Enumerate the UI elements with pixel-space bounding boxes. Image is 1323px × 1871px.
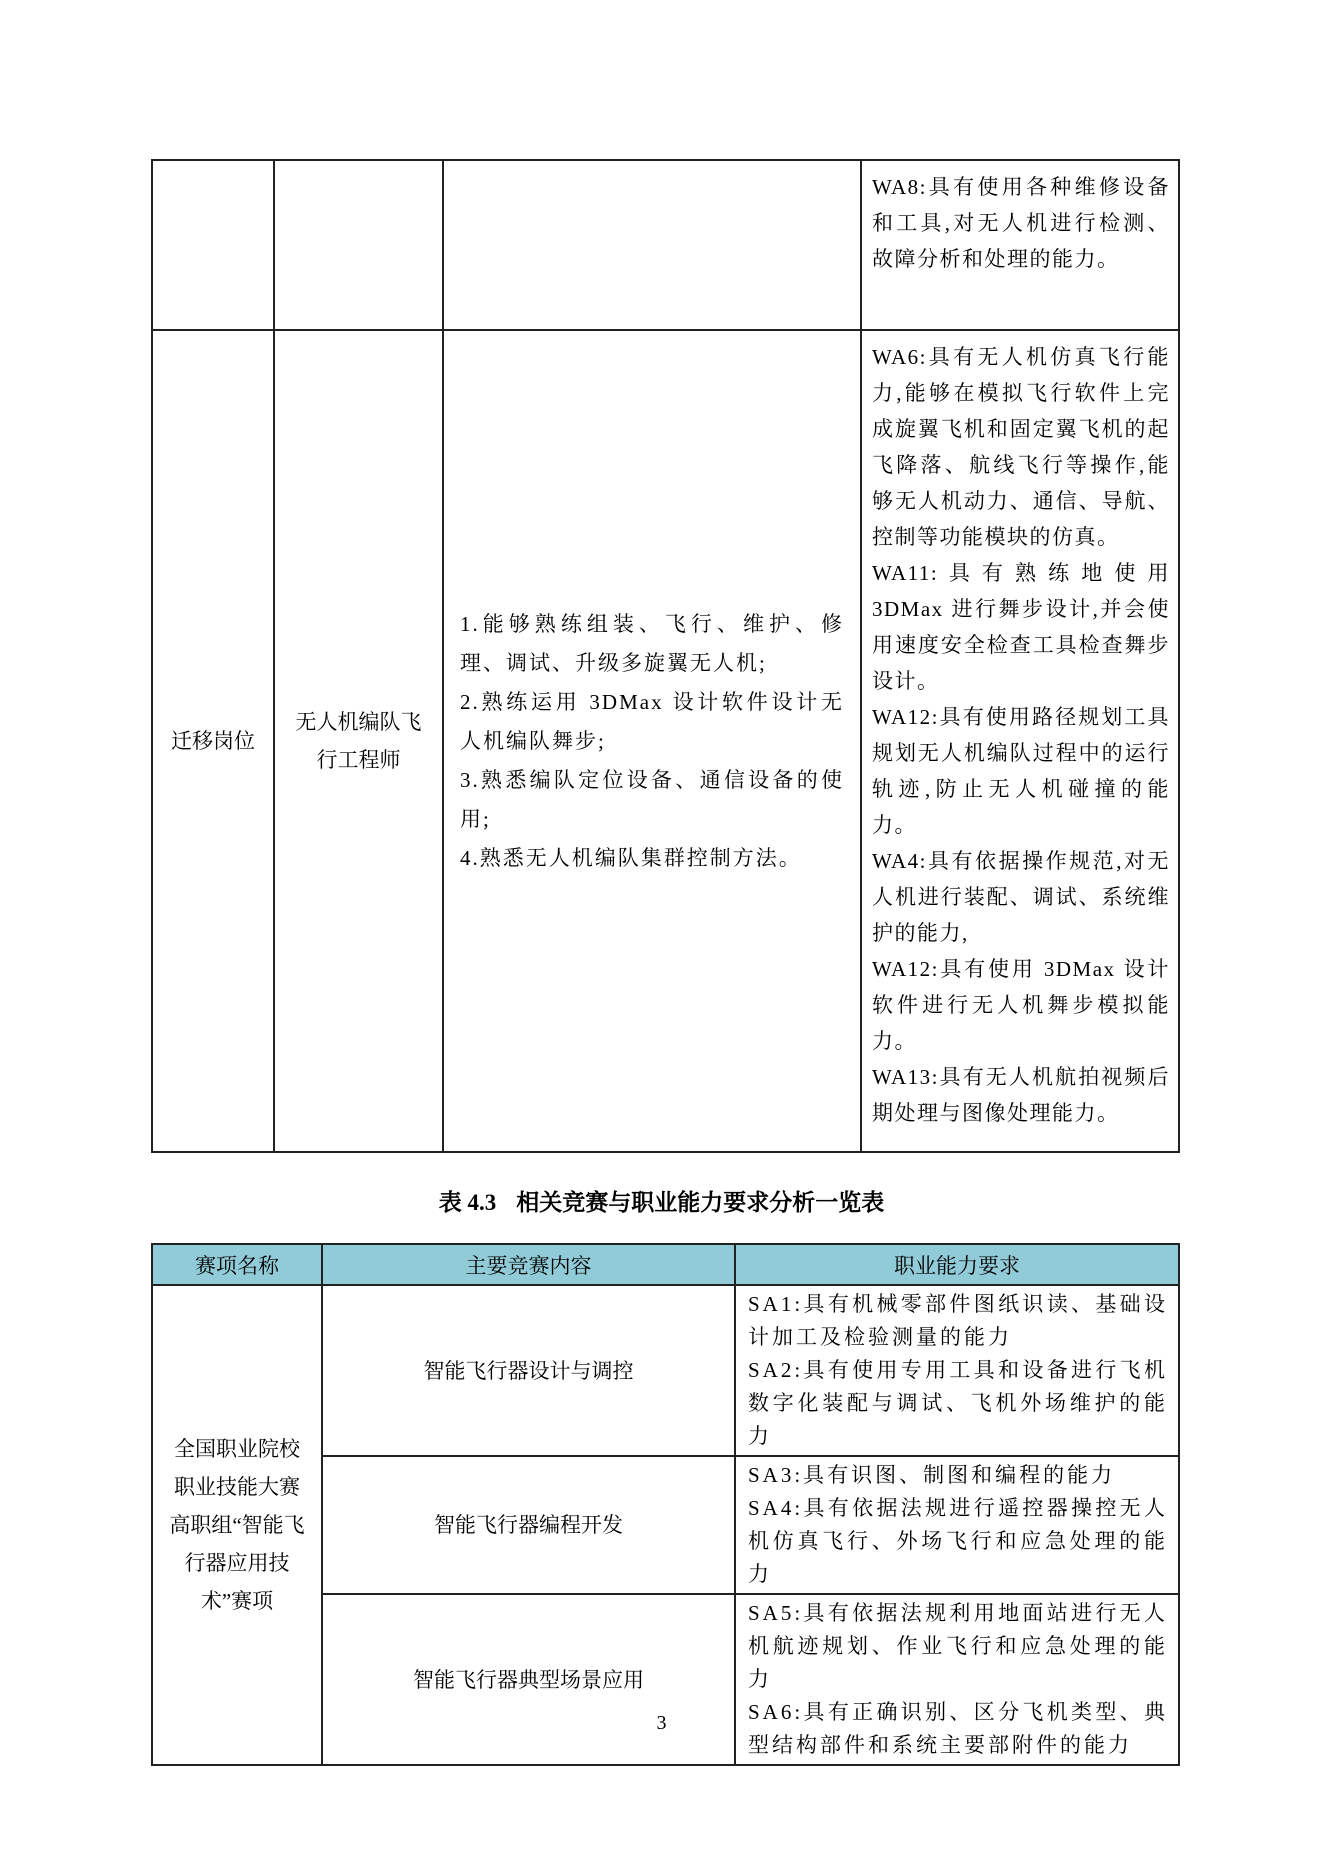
ability-item: WA12:具有使用路径规划工具规划无人机编队过程中的运行轨迹,防止无人机碰撞的能力。	[872, 705, 1170, 837]
ability-item: SA3:具有识图、制图和编程的能力	[748, 1463, 1116, 1487]
ability-item: SA4:具有依据法规进行遥控器操控无人机仿真飞行、外场飞行和应急处理的能力	[748, 1496, 1168, 1586]
cell-requirements-empty	[443, 160, 861, 330]
cell-post-empty	[152, 160, 274, 330]
ability-item: SA2:具有使用专用工具和设备进行飞机数字化装配与调试、飞机外场维护的能力	[748, 1358, 1168, 1448]
cell-job-empty	[274, 160, 443, 330]
table-caption-label: 表 4.3	[438, 1190, 497, 1215]
ability-item: WA12:具有使用 3DMax 设计软件进行无人机舞步模拟能力。	[872, 957, 1170, 1053]
requirement-item: 3.熟悉编队定位设备、通信设备的使用;	[460, 767, 844, 831]
header-ability-requirements: 职业能力要求	[735, 1244, 1179, 1285]
table-row	[152, 1285, 1179, 1456]
cell-post: 迁移岗位	[152, 330, 274, 1152]
cell-competition-content: 智能飞行器典型场景应用	[322, 1594, 735, 1765]
requirement-item: 1.能够熟练组装、飞行、维护、修理、调试、升级多旋翼无人机;	[460, 611, 844, 675]
ability-item: SA5:具有依据法规利用地面站进行无人机航迹规划、作业飞行和应急处理的能力	[748, 1601, 1168, 1691]
ability-item: WA13:具有无人机航拍视频后期处理与图像处理能力。	[872, 1065, 1170, 1125]
ability-item: SA6:具有正确识别、区分飞机类型、典型结构部件和系统主要部附件的能力	[748, 1700, 1168, 1757]
ability-item: WA8:具有使用各种维修设备和工具,对无人机进行检测、故障分析和处理的能力。	[872, 175, 1170, 271]
cell-job: 无人机编队飞行工程师	[274, 330, 443, 1152]
page-number: 3	[656, 1712, 667, 1734]
cell-competition-content: 智能飞行器编程开发	[322, 1456, 735, 1594]
competition-table	[151, 1243, 1180, 1766]
ability-item: WA6:具有无人机仿真飞行能力,能够在模拟飞行软件上完成旋翼飞机和固定翼飞机的起飞降落、航线飞行等操作,能够无人机动力、通信、导航、控制等功能模块的仿真。	[872, 345, 1170, 549]
cell-abilities	[861, 160, 1179, 330]
requirement-item: 2.熟练运用 3DMax 设计软件设计无人机编队舞步;	[460, 689, 844, 753]
ability-item: WA4:具有依据操作规范,对无人机进行装配、调试、系统维护的能力,	[872, 849, 1170, 945]
requirement-item: 4.熟悉无人机编队集群控制方法。	[460, 845, 802, 870]
cell-abilities	[861, 330, 1179, 1152]
table-header-row	[152, 1244, 1179, 1285]
ability-item: WA11:具有熟练地使用 3DMax 进行舞步设计,并会使用速度安全检查工具检查舞步设计。	[872, 561, 1170, 693]
cell-ability-requirements	[735, 1456, 1179, 1594]
table-row	[152, 330, 1179, 1152]
transfer-post-table	[151, 159, 1180, 1153]
cell-competition-content: 智能飞行器设计与调控	[322, 1285, 735, 1456]
table-row	[152, 160, 1179, 330]
header-event-name: 赛项名称	[152, 1244, 322, 1285]
header-main-content: 主要竞赛内容	[322, 1244, 735, 1285]
cell-ability-requirements	[735, 1594, 1179, 1765]
cell-ability-requirements	[735, 1285, 1179, 1456]
cell-event-name: 全国职业院校职业技能大赛高职组“智能飞行器应用技术”赛项	[152, 1285, 322, 1765]
cell-requirements	[443, 330, 861, 1152]
table-caption	[0, 1186, 1323, 1220]
ability-item: SA1:具有机械零部件图纸识读、基础设计加工及检验测量的能力	[748, 1292, 1168, 1349]
table-caption-title: 相关竞赛与职业能力要求分析一览表	[516, 1190, 885, 1215]
